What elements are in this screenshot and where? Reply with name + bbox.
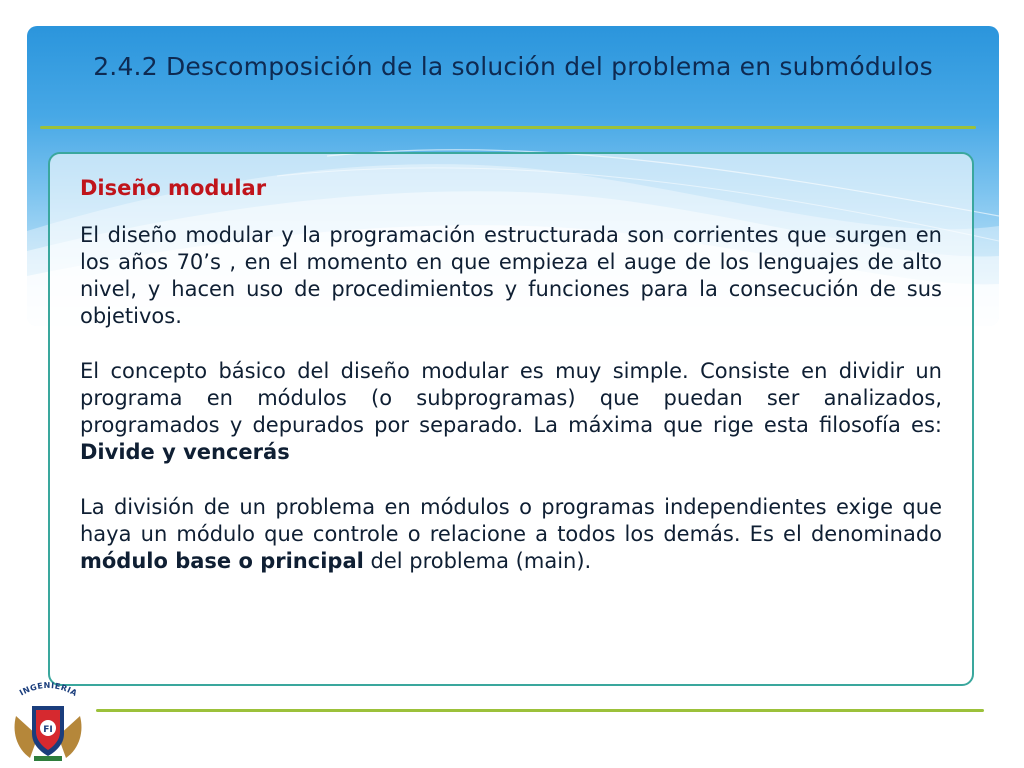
section-heading: Diseño modular [80, 176, 267, 200]
paragraph-3-tail: del problema (main). [363, 549, 592, 573]
slide-title: 2.4.2 Descomposición de la solución del problema en submódulos [93, 52, 933, 81]
svg-text:INGENIERIA: INGENIERIA [18, 680, 79, 699]
title-divider [40, 126, 976, 129]
ingenieria-seal-logo [8, 676, 88, 764]
paragraph-2 [80, 358, 942, 466]
content-box [48, 152, 974, 686]
paragraph-2-text: El concepto básico del diseño modular es muy simple. Consiste en dividir un programa en módulos (o subprogramas) que puedan ser analizados, programados y depurados por separado. La máxima que rige esta filosofía es: [80, 359, 942, 437]
paragraph-3 [80, 494, 942, 575]
paragraph-3-bold: módulo base o principal [80, 549, 364, 573]
svg-text:FI: FI [43, 725, 53, 735]
paragraph-1: El diseño modular y la programación estructurada son corrientes que surgen en los años 70’s , en el momento en que empieza el auge de los lenguajes de alto nivel, y hacen uso de procedimientos y funciones para la consecución de sus objetivos. [80, 223, 942, 328]
paragraph-2-bold: Divide y vencerás [80, 440, 290, 464]
paragraph-3-text: La división de un problema en módulos o programas independientes exige que haya un módulo que controle o relacione a todos los demás. Es el denominado [80, 495, 942, 546]
footer-divider [96, 709, 984, 712]
